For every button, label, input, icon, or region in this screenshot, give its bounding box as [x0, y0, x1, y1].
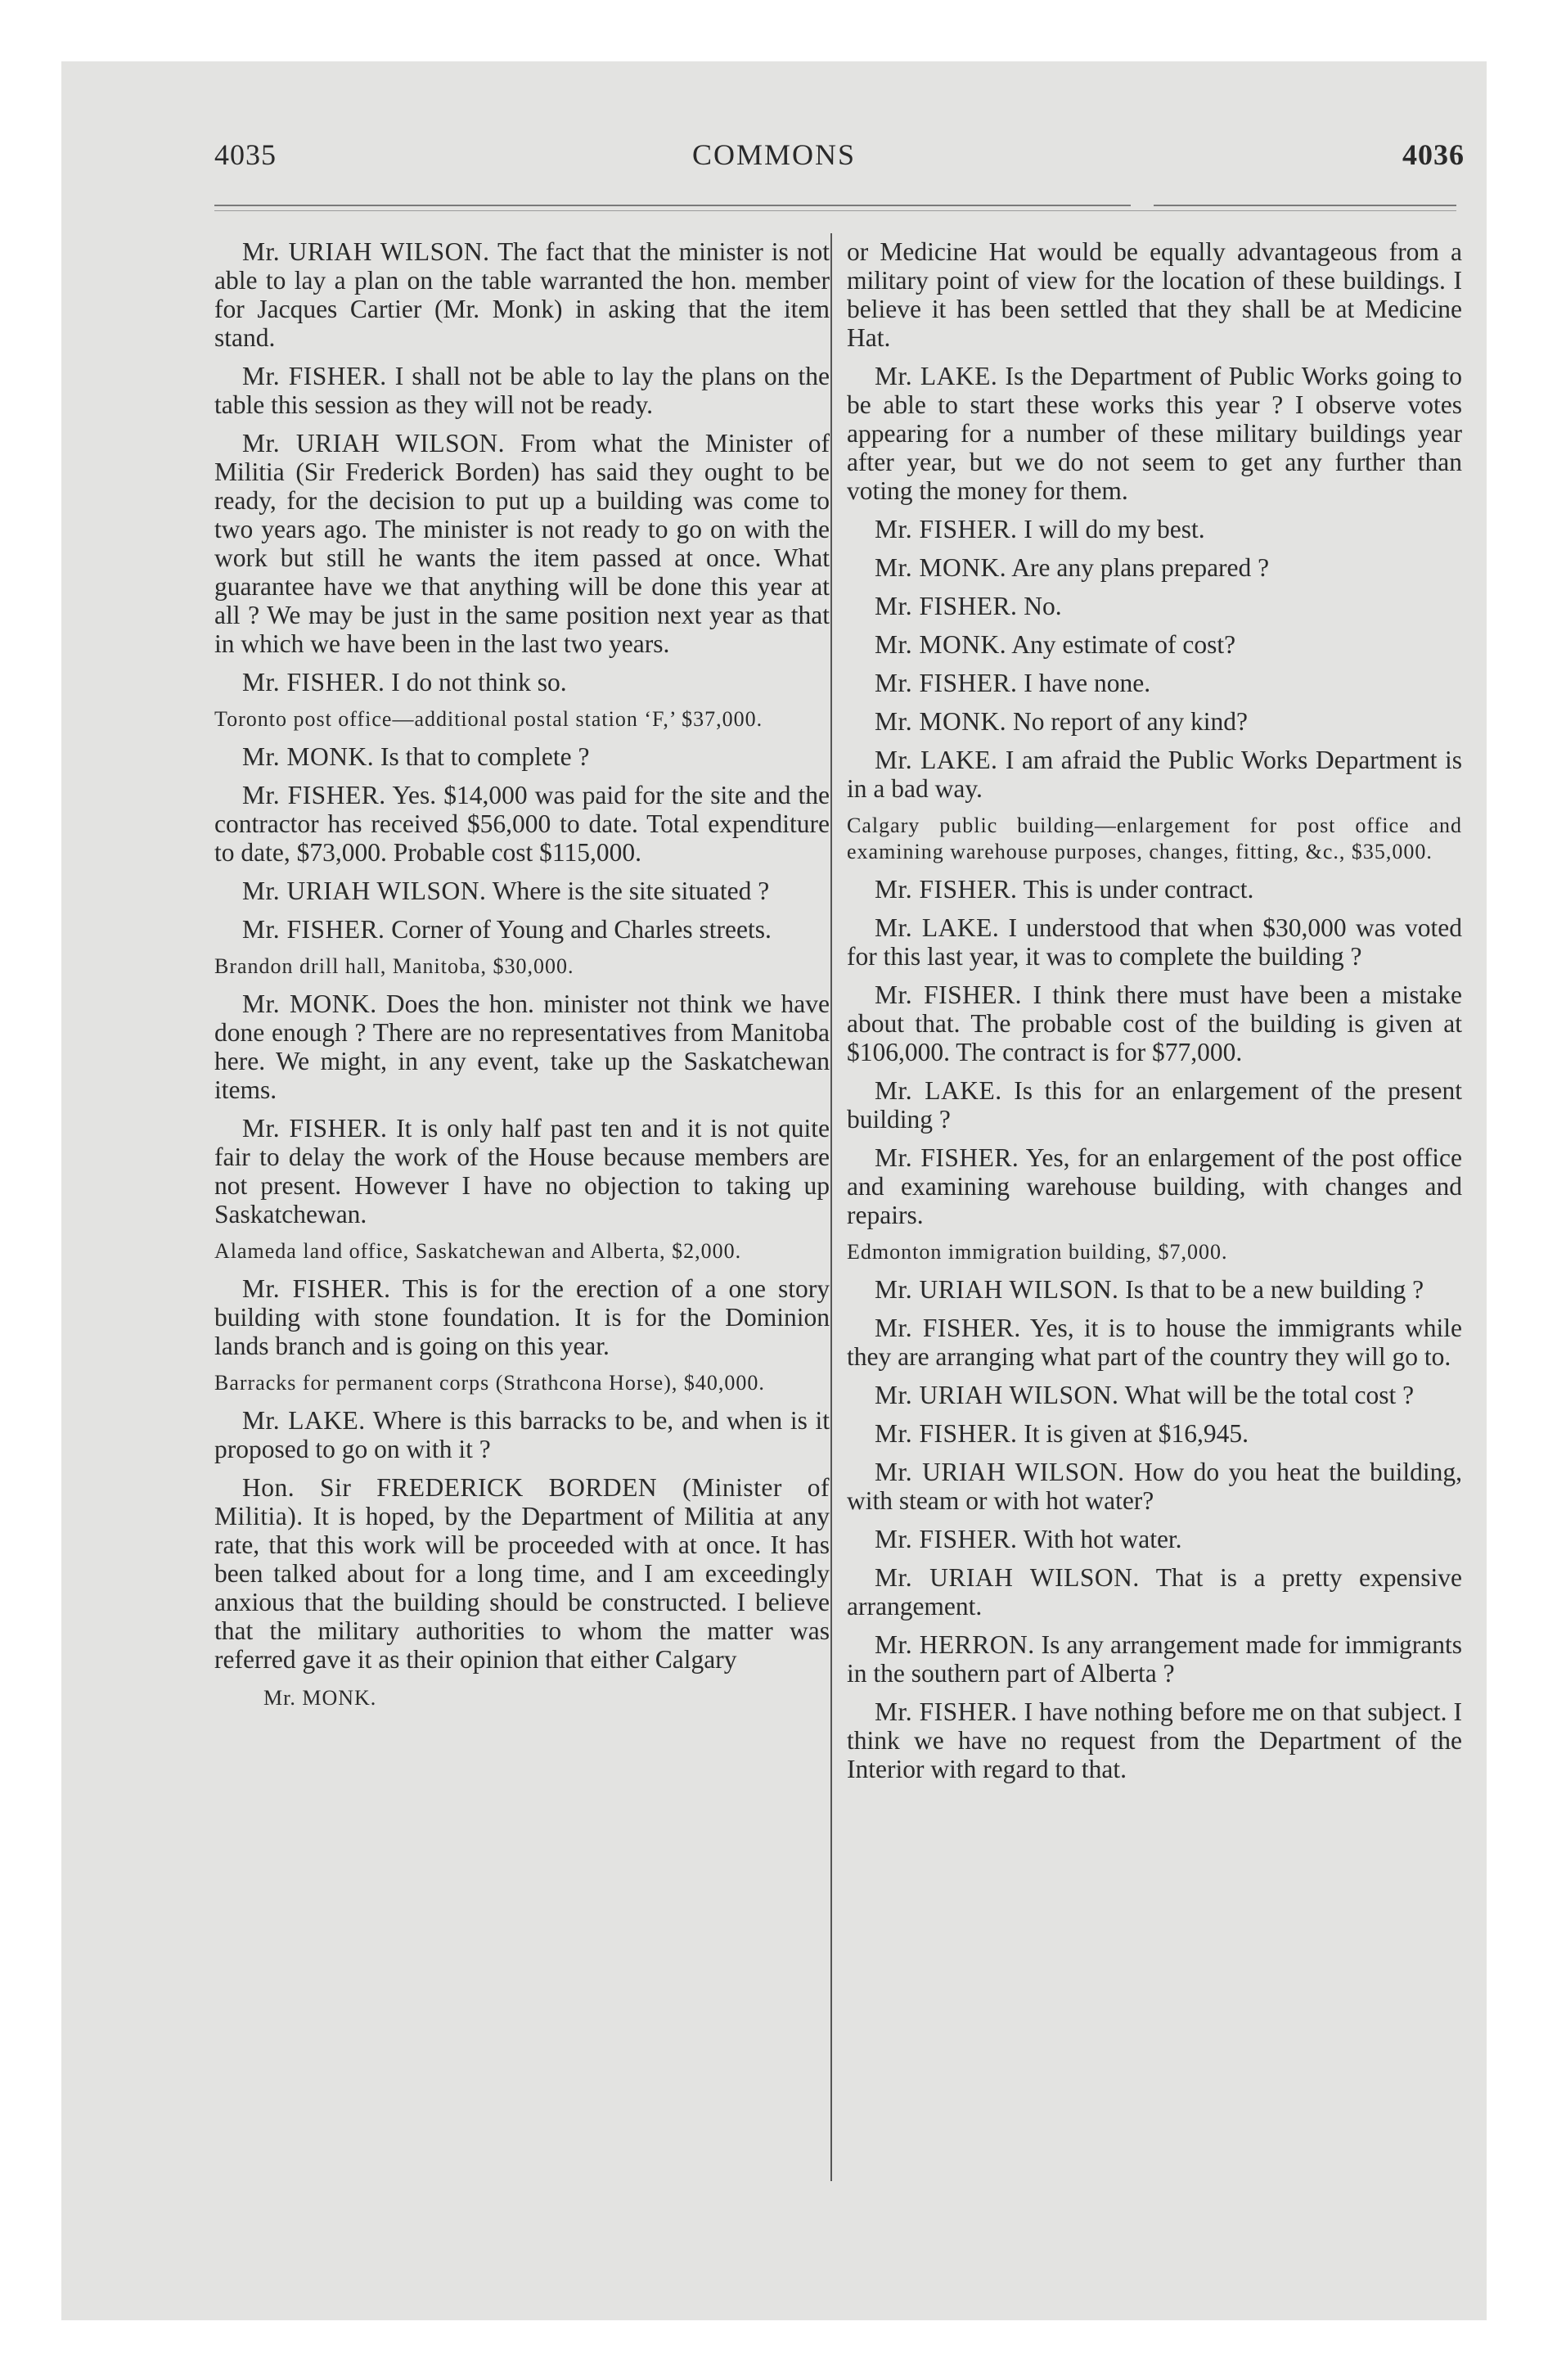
speech-paragraph — [847, 1419, 1462, 1448]
speech-paragraph — [214, 1473, 830, 1674]
speech-text: I have none. — [1024, 669, 1151, 697]
speaker-name: Mr. URIAH WILSON. — [875, 1275, 1119, 1304]
speaker-name: Mr. LAKE. — [875, 746, 998, 774]
header-rule — [214, 205, 1131, 206]
speech-text: Is this for an enlargement of the present building ? — [847, 1076, 1462, 1134]
speaker-name: Mr. FISHER. — [242, 781, 386, 809]
speech-paragraph — [847, 707, 1462, 736]
speaker-name: Mr. URIAH WILSON. — [875, 1381, 1119, 1409]
speaker-name: Mr. MONK. — [242, 989, 377, 1018]
speaker-name: Mr. MONK. — [875, 553, 1007, 582]
speech-paragraph — [847, 553, 1462, 582]
speaker-name: Mr. FISHER. — [875, 875, 1018, 904]
right-column — [847, 237, 1462, 1793]
speaker-name: Mr. MONK. — [875, 630, 1007, 659]
speech-paragraph — [847, 1697, 1462, 1783]
speaker-name: Mr. FISHER. — [242, 915, 385, 944]
speech-text: Where is the site situated ? — [492, 877, 770, 905]
speech-paragraph — [214, 989, 830, 1104]
speech-paragraph — [847, 362, 1462, 505]
speaker-name: Mr. FISHER. — [875, 1525, 1018, 1553]
speaker-name: Hon. Sir FREDERICK BORDEN (Minister of Militia). — [214, 1473, 830, 1530]
speech-paragraph — [847, 1275, 1462, 1304]
speaker-name: Mr. URIAH WILSON. — [242, 877, 487, 905]
left-column — [214, 237, 830, 1712]
estimate-item: Edmonton immigration building, $7,000. — [847, 1240, 1228, 1264]
left-page-number: 4035 — [214, 138, 277, 171]
speech-paragraph — [214, 877, 830, 905]
speech-paragraph — [214, 362, 830, 419]
speech-text: How do you heat the building, with steam or with hot water? — [847, 1458, 1462, 1515]
speaker-name: Mr. FISHER. — [242, 1274, 391, 1303]
speaker-name: Mr. MONK. — [875, 707, 1007, 736]
speaker-name: Mr. URIAH WILSON. — [875, 1563, 1140, 1592]
speech-paragraph — [214, 668, 830, 696]
speaker-name: Mr. FISHER. — [875, 1314, 1021, 1342]
speech-paragraph — [214, 237, 830, 352]
speech-paragraph — [214, 1274, 830, 1360]
speaker-name: Mr. FISHER. — [875, 1697, 1018, 1726]
speech-paragraph — [847, 1525, 1462, 1553]
speech-paragraph — [214, 1406, 830, 1463]
speech-text: Yes, it is to house the immigrants while they are arranging what part of the country they will go to. — [847, 1314, 1462, 1371]
speech-paragraph — [847, 913, 1462, 971]
speech-text: I am afraid the Public Works Department is in a bad way. — [847, 746, 1462, 803]
speech-paragraph — [847, 875, 1462, 904]
next-speaker-catchword: Mr. MONK. — [263, 1686, 377, 1710]
speech-text: The fact that the minister is not able to lay a plan on the table warranted the hon. member for Jacques Cartier (Mr. Monk) in asking that the item stand. — [214, 237, 830, 352]
speech-paragraph — [847, 980, 1462, 1066]
speech-paragraph — [214, 915, 830, 944]
speaker-name: Mr. URIAH WILSON. — [875, 1458, 1125, 1486]
speaker-name: Mr. FISHER. — [242, 362, 387, 390]
speech-text: Is the Department of Public Works going to be able to start these works this year ? I observe votes appearing for a number of these military buildings year after year, but we do not seem to get any further than voting the money for them. — [847, 362, 1462, 505]
speech-text: It is hoped, by the Department of Militia at any rate, that this work will be proceeded with at once. It has been talked about for a long time, and I am exceedingly anxious that the building should be constructed. I believe that the military authorities to whom the matter was referred gave it as their opinion that either Calgary — [214, 1502, 830, 1674]
speech-paragraph — [847, 1563, 1462, 1620]
speech-paragraph — [847, 1458, 1462, 1515]
speaker-name: Mr. FISHER. — [242, 668, 385, 696]
speech-text: Are any plans prepared ? — [1011, 553, 1270, 582]
speech-text: I think there must have been a mistake about that. The probable cost of the building is given at $106,000. The contract is for $77,000. — [847, 980, 1463, 1066]
speech-paragraph — [214, 429, 830, 658]
speech-paragraph — [847, 237, 1462, 352]
speech-text: Corner of Young and Charles streets. — [391, 915, 772, 944]
speech-text: Where is this barracks to be, and when is it proposed to go on with it ? — [214, 1406, 830, 1463]
estimate-item: Calgary public building—enlargement for post office and examining warehouse purposes, changes, fitting, &c., $35,000. — [847, 814, 1462, 863]
running-head-title: COMMONS — [691, 138, 857, 171]
speech-text: It is given at $16,945. — [1024, 1419, 1249, 1448]
speaker-name: Mr. LAKE. — [242, 1406, 366, 1435]
speech-text: Yes. $14,000 was paid for the site and the contractor has received $56,000 to date. Total expenditure to date, $73,000. Probable cost $115,000. — [214, 781, 830, 867]
speaker-name: Mr. FISHER. — [242, 1114, 388, 1143]
speech-text: It is only half past ten and it is not quite fair to delay the work of the House because members are not present. However I have no objection to taking up Saskatchewan. — [214, 1114, 830, 1228]
speech-text: That is a pretty expensive arrangement. — [847, 1563, 1462, 1620]
speech-text: Is that to be a new building ? — [1125, 1275, 1424, 1304]
speaker-name: Mr. FISHER. — [875, 1143, 1019, 1172]
estimate-item: Toronto post office—additional postal station ‘F,’ $37,000. — [214, 707, 763, 731]
speaker-name: Mr. URIAH WILSON. — [242, 429, 506, 458]
speech-text: Is any arrangement made for immigrants in the southern part of Alberta ? — [847, 1630, 1462, 1688]
header-rule-right — [1154, 205, 1456, 206]
speech-paragraph — [214, 742, 830, 771]
speech-paragraph — [847, 1143, 1462, 1229]
speech-text: Does the hon. minister not think we have done enough ? There are no representatives from Manitoba here. We might, in any event, take up the Saskatchewan items. — [214, 989, 830, 1104]
speech-paragraph — [847, 515, 1462, 543]
speech-text: This is for the erection of a one story building with stone foundation. It is for the Dominion lands branch and is going on this year. — [214, 1274, 830, 1360]
speech-paragraph — [214, 1114, 830, 1228]
speech-text: I shall not be able to lay the plans on the table this session as they will not be ready. — [214, 362, 830, 419]
right-page-number: 4036 — [1402, 138, 1465, 171]
speech-paragraph — [847, 592, 1462, 620]
speaker-name: Mr. HERRON. — [875, 1630, 1035, 1659]
speech-paragraph — [214, 781, 830, 867]
speech-paragraph — [847, 1076, 1462, 1134]
estimate-item: Alameda land office, Saskatchewan and Alberta, $2,000. — [214, 1239, 742, 1263]
header-rule-thin — [214, 210, 1456, 211]
speech-text: I have nothing before me on that subject. I think we have no request from the Department of the Interior with regard to that. — [847, 1697, 1462, 1783]
column-divider — [830, 233, 832, 2181]
speaker-name: Mr. FISHER. — [875, 980, 1022, 1009]
speech-text: No report of any kind? — [1013, 707, 1248, 736]
speech-paragraph — [847, 1630, 1462, 1688]
speaker-name: Mr. MONK. — [242, 742, 375, 771]
speaker-name: Mr. FISHER. — [875, 515, 1018, 543]
speaker-name: Mr. LAKE. — [875, 913, 1000, 942]
speech-text: or Medicine Hat would be equally advantageous from a military point of view for the location of these buildings. I believe it has been settled that they shall be at Medicine Hat. — [847, 237, 1462, 352]
speech-text: Is that to complete ? — [380, 742, 590, 771]
speaker-name: Mr. FISHER. — [875, 592, 1018, 620]
estimate-item: Brandon drill hall, Manitoba, $30,000. — [214, 954, 574, 978]
speech-paragraph — [847, 1314, 1462, 1371]
speech-paragraph — [847, 630, 1462, 659]
estimate-item: Barracks for permanent corps (Strathcona Horse), $40,000. — [214, 1371, 765, 1395]
speech-text: Yes, for an enlargement of the post office and examining warehouse building, with changes and repairs. — [847, 1143, 1462, 1229]
speech-paragraph — [847, 669, 1462, 697]
speaker-name: Mr. URIAH WILSON. — [242, 237, 490, 266]
speech-text: I do not think so. — [391, 668, 567, 696]
speech-text: Any estimate of cost? — [1011, 630, 1236, 659]
speech-paragraph — [847, 1381, 1462, 1409]
speech-text: No. — [1024, 592, 1062, 620]
speech-text: With hot water. — [1023, 1525, 1182, 1553]
speech-text: What will be the total cost ? — [1124, 1381, 1415, 1409]
speaker-name: Mr. LAKE. — [875, 362, 998, 390]
speech-text: From what the Minister of Militia (Sir Frederick Borden) has said they ought to be ready, for the decision to put up a building was come to two years ago. The minister is not ready to go on with the work but still he wants the item passed at once. What guarantee have we that anything will be done this year at all ? We may be just in the same position next year as that in which we have been in the last two years. — [214, 429, 830, 658]
speech-text: I will do my best. — [1024, 515, 1205, 543]
speech-text: I understood that when $30,000 was voted for this last year, it was to complete the building ? — [847, 913, 1463, 971]
speaker-name: Mr. FISHER. — [875, 669, 1018, 697]
speech-text: This is under contract. — [1023, 875, 1254, 904]
speech-paragraph — [847, 746, 1462, 803]
speaker-name: Mr. LAKE. — [875, 1076, 1002, 1105]
speaker-name: Mr. FISHER. — [875, 1419, 1018, 1448]
